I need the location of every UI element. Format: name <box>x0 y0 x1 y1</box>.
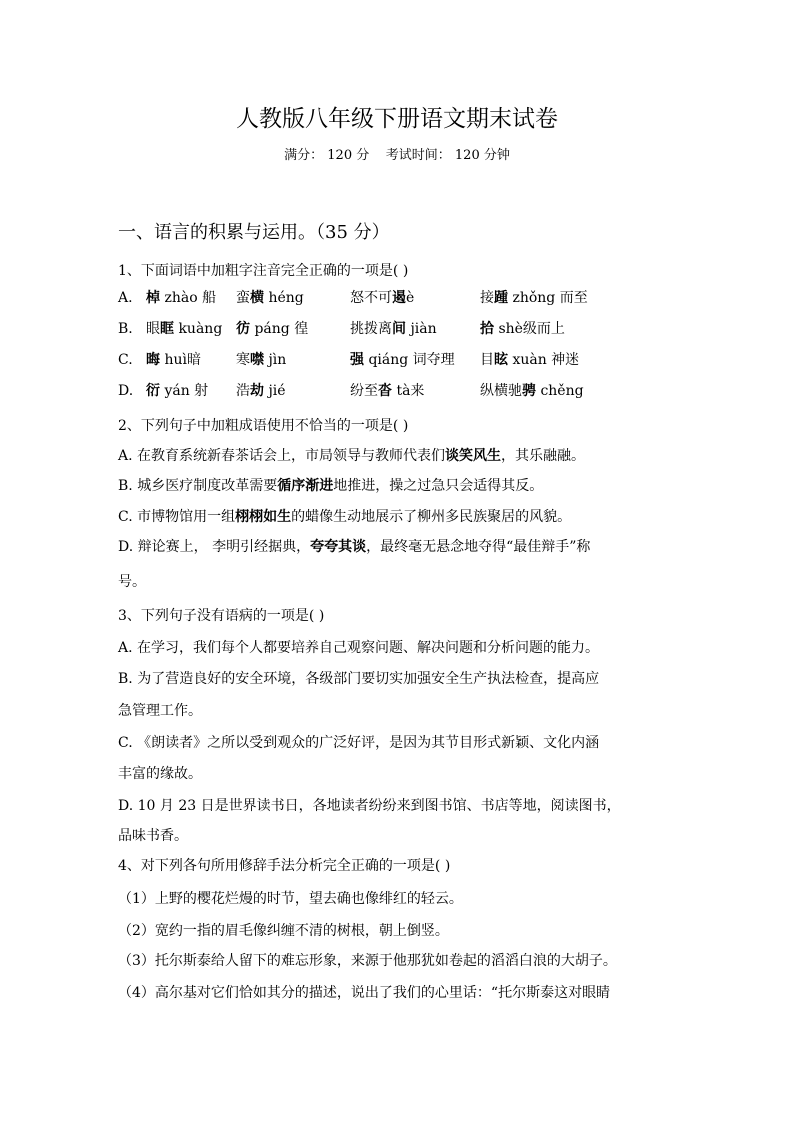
exam-info: 满分： 120 分 考试时间： 120 分钟 <box>284 148 510 163</box>
text: shè级而上 <box>494 321 565 337</box>
text: B. 城乡医疗制度改革需要 <box>118 478 278 494</box>
bold-text: 循序渐进 <box>277 478 334 494</box>
option-word <box>146 382 208 400</box>
option-word <box>350 382 424 400</box>
text: 地推进，操之过急只会适得其反。 <box>333 478 544 494</box>
option-row <box>118 351 678 369</box>
bold-text: 棹 <box>146 290 160 306</box>
option-line: 丰富的缘故。 <box>118 766 202 782</box>
question-stem: 3、下列句子没有语病的一项是( ) <box>118 608 325 624</box>
text: qiáng 词夺理 <box>364 352 455 368</box>
question-stem: 2、下列句子中加粗成语使用不恰当的一项是( ) <box>118 418 409 434</box>
text: 寒 <box>236 352 250 368</box>
bold-text: 夸夸其谈 <box>310 539 367 555</box>
option-word <box>350 351 455 369</box>
text: jìn <box>264 352 287 368</box>
bold-text: 踵 <box>494 290 508 306</box>
option-word <box>480 382 584 400</box>
option-word <box>236 289 304 307</box>
option-line: D. 10 月 23 日是世界读书日，各地读者纷纷来到图书馆、书店等地，阅读图书， <box>118 798 621 814</box>
text: D. <box>118 383 134 399</box>
option-word <box>146 351 201 369</box>
question-stem: 1、下面词语中加粗字注音完全正确的一项是( ) <box>118 263 409 279</box>
bold-text: 眶 <box>160 321 174 337</box>
option-line <box>118 573 146 591</box>
bold-text: 噤 <box>250 352 264 368</box>
text: kuàng <box>174 321 223 337</box>
option-line <box>118 447 585 465</box>
option-line: A. 在学习，我们每个人都要培养自己观察问题、解决问题和分析问题的能力。 <box>118 640 600 656</box>
option-word <box>480 351 579 369</box>
option-line: 品味书香。 <box>118 828 188 844</box>
text: 蛮 <box>236 290 250 306</box>
section-heading: 一、语言的积累与运用。（35 分） <box>118 222 390 243</box>
bold-text: 衍 <box>146 383 160 399</box>
text: 的蜡像生动地展示了柳州多民族聚居的风貌。 <box>291 509 572 525</box>
bold-text: 沓 <box>378 383 392 399</box>
option-word <box>480 320 565 338</box>
text: 挑拨离 <box>350 321 392 337</box>
option-line <box>118 477 543 495</box>
option-row <box>118 382 678 400</box>
option-word <box>236 320 308 338</box>
bold-text: 眩 <box>494 352 508 368</box>
text: zhǒng 而至 <box>508 290 588 306</box>
option-word <box>350 289 414 307</box>
text: huì暗 <box>160 352 201 368</box>
bold-text: 拾 <box>480 321 494 337</box>
text: jié <box>264 383 286 399</box>
text: B. <box>118 321 133 337</box>
bold-text: 横 <box>250 290 264 306</box>
bold-text: 谈笑风生 <box>445 448 502 464</box>
text: jiàn <box>406 321 437 337</box>
text: 接 <box>480 290 494 306</box>
text: è <box>406 290 415 306</box>
bold-text: 强 <box>350 352 364 368</box>
sentence-line: （4）高尔基对它们恰如其分的描述，说出了我们的心里话：“托尔斯泰这对眼睛 <box>118 985 611 1001</box>
text: yán 射 <box>160 383 209 399</box>
text: D. 辩论赛上， 李明引经据典， <box>118 539 311 555</box>
text: 目 <box>480 352 494 368</box>
option-line: 急管理工作。 <box>118 703 202 719</box>
bold-text: 遏 <box>392 290 406 306</box>
option-line <box>118 508 571 526</box>
text: 浩 <box>236 383 250 399</box>
option-word <box>350 320 437 338</box>
text: A. <box>118 290 133 306</box>
option-line: B. 为了营造良好的安全环境，各级部门要切实加强安全生产执法检查，提高应 <box>118 671 600 687</box>
option-word <box>236 351 286 369</box>
bold-text: 栩栩如生 <box>235 509 292 525</box>
bold-text: 间 <box>392 321 406 337</box>
option-line: C. 《朗读者》之所以受到观众的广泛好评，是因为其节目形式新颖、文化内涵 <box>118 735 600 751</box>
text: tà来 <box>392 383 425 399</box>
option-word <box>146 320 222 338</box>
sentence-line: （3）托尔斯泰给人留下的难忘形象，来源于他那犹如卷起的滔滔白浪的大胡子。 <box>118 953 617 969</box>
text: A. 在教育系统新春茶话会上，市局领导与教师代表们 <box>118 448 446 464</box>
text: páng 徨 <box>250 321 309 337</box>
text: xuàn 神迷 <box>508 352 580 368</box>
text: ，最终毫无悬念地夺得“最佳辩手”称 <box>366 539 591 555</box>
bold-text: 劫 <box>250 383 264 399</box>
question-stem: 4、对下列各句所用修辞手法分析完全正确的一项是( ) <box>118 858 451 874</box>
option-word <box>480 289 588 307</box>
text: ，其乐融融。 <box>501 448 586 464</box>
option-word <box>146 289 216 307</box>
text: 眼 <box>146 321 160 337</box>
option-row <box>118 289 678 307</box>
text: 纷至 <box>350 383 378 399</box>
bold-text: 骋 <box>522 383 536 399</box>
page-title: 人教版八年级下册语文期末试卷 <box>236 106 558 132</box>
text: 纵横驰 <box>480 383 522 399</box>
sentence-line: （1）上野的樱花烂熳的时节，望去确也像绯红的轻云。 <box>118 891 463 907</box>
text: zhào 船 <box>160 290 217 306</box>
text: 怒不可 <box>350 290 392 306</box>
option-line <box>118 538 590 556</box>
option-row <box>118 320 678 338</box>
text: héng <box>264 290 304 306</box>
text: chěng <box>536 383 584 399</box>
option-word <box>236 382 286 400</box>
bold-text: 彷 <box>236 321 250 337</box>
sentence-line: （2）宽约一指的眉毛像纠缠不清的树根，朝上倒竖。 <box>118 923 449 939</box>
text: C. <box>118 352 133 368</box>
text: C. 市博物馆用一组 <box>118 509 236 525</box>
text: 号。 <box>118 574 146 590</box>
bold-text: 晦 <box>146 352 160 368</box>
